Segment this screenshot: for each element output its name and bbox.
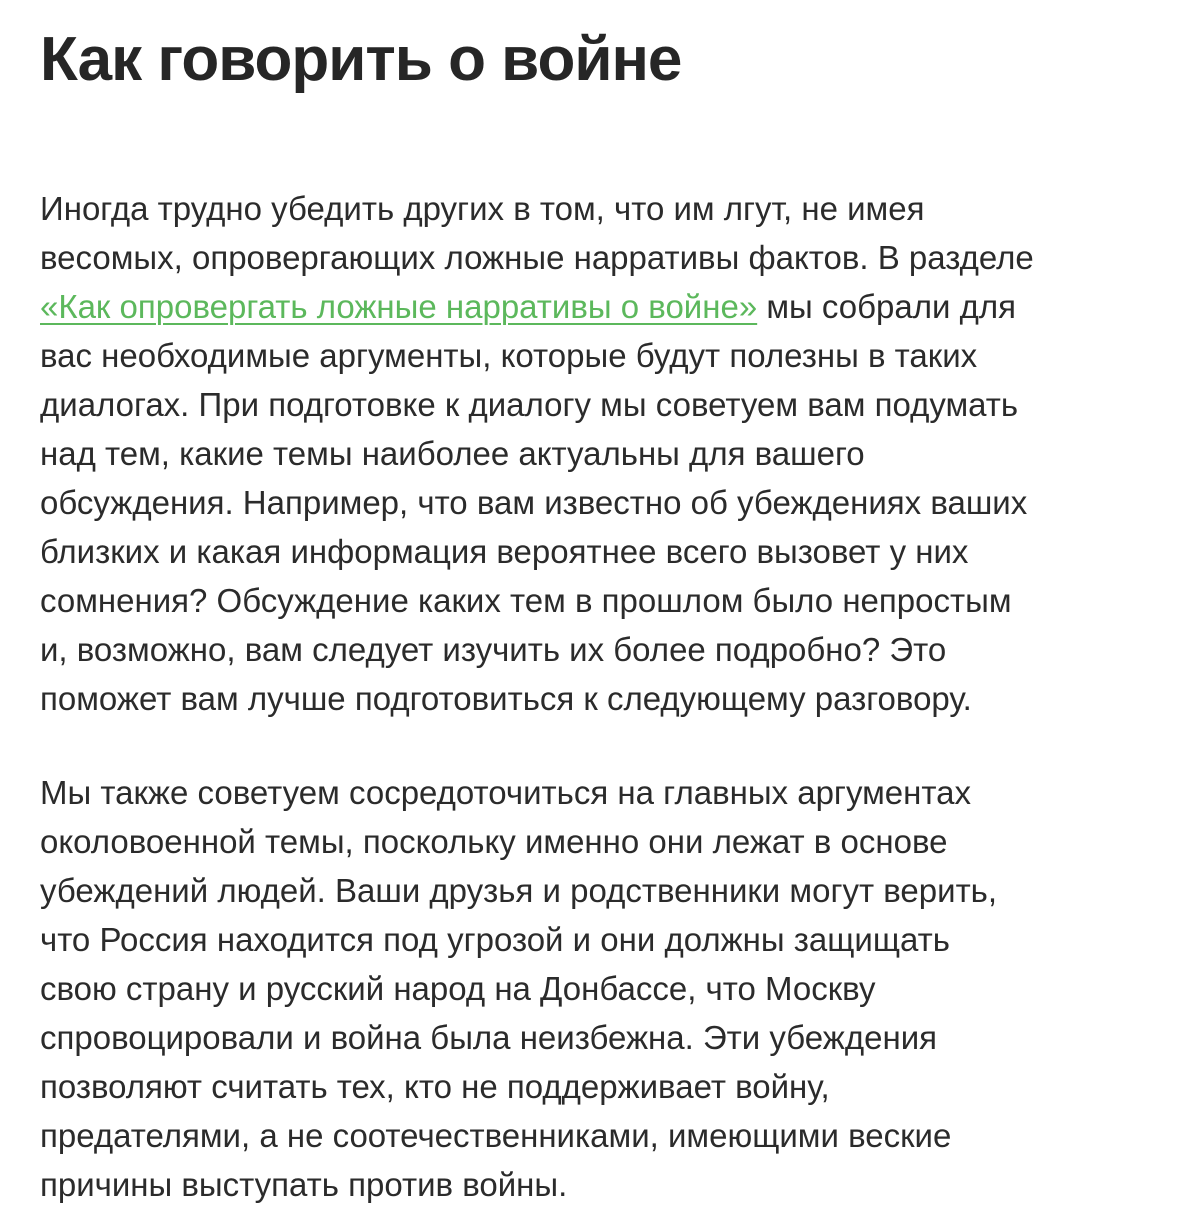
- text-line: поможет вам лучше подготовиться к следующему разговору.: [40, 680, 972, 717]
- text-line: Иногда трудно убедить других в том, что им лгут, не имея: [40, 190, 925, 227]
- article-title: Как говорить о войне: [40, 25, 682, 94]
- text-line: околовоенной темы, поскольку именно они лежат в основе: [40, 823, 948, 860]
- text-line: обсуждения. Например, что вам известно об убеждениях ваших: [40, 484, 1028, 521]
- text-line: сомнения? Обсуждение каких тем в прошлом было непростым: [40, 582, 1012, 619]
- text-line: весомых, опровергающих ложные нарративы фактов. В разделе: [40, 239, 1034, 276]
- text-line: предателями, а не соотечественниками, имеющими веские: [40, 1117, 952, 1154]
- text-line: свою страну и русский народ на Донбассе, что Москву: [40, 970, 876, 1007]
- text-fragment: мы собрали для: [757, 288, 1016, 325]
- text-line: близких и какая информация вероятнее всего вызовет у них: [40, 533, 969, 570]
- paragraph-main-arguments: [40, 768, 1160, 1209]
- text-line: Мы также советуем сосредоточиться на главных аргументах: [40, 774, 971, 811]
- text-line: причины выступать против войны.: [40, 1166, 568, 1203]
- text-line: и, возможно, вам следует изучить их более подробно? Это: [40, 631, 947, 668]
- text-line: позволяют считать тех, кто не поддерживает войну,: [40, 1068, 830, 1105]
- text-line: что Россия находится под угрозой и они должны защищать: [40, 921, 950, 958]
- text-line: убеждений людей. Ваши друзья и родственники могут верить,: [40, 872, 998, 909]
- text-line-with-link: [40, 282, 1160, 331]
- text-line: спровоцировали и война была неизбежна. Эти убеждения: [40, 1019, 937, 1056]
- debunk-narratives-link[interactable]: «Как опровергать ложные нарративы о войне»: [40, 288, 758, 325]
- text-line: над тем, какие темы наиболее актуальны для вашего: [40, 435, 865, 472]
- paragraph-intro: [40, 184, 1160, 723]
- text-line: диалогах. При подготовке к диалогу мы советуем вам подумать: [40, 386, 1019, 423]
- text-line: вас необходимые аргументы, которые будут полезны в таких: [40, 337, 978, 374]
